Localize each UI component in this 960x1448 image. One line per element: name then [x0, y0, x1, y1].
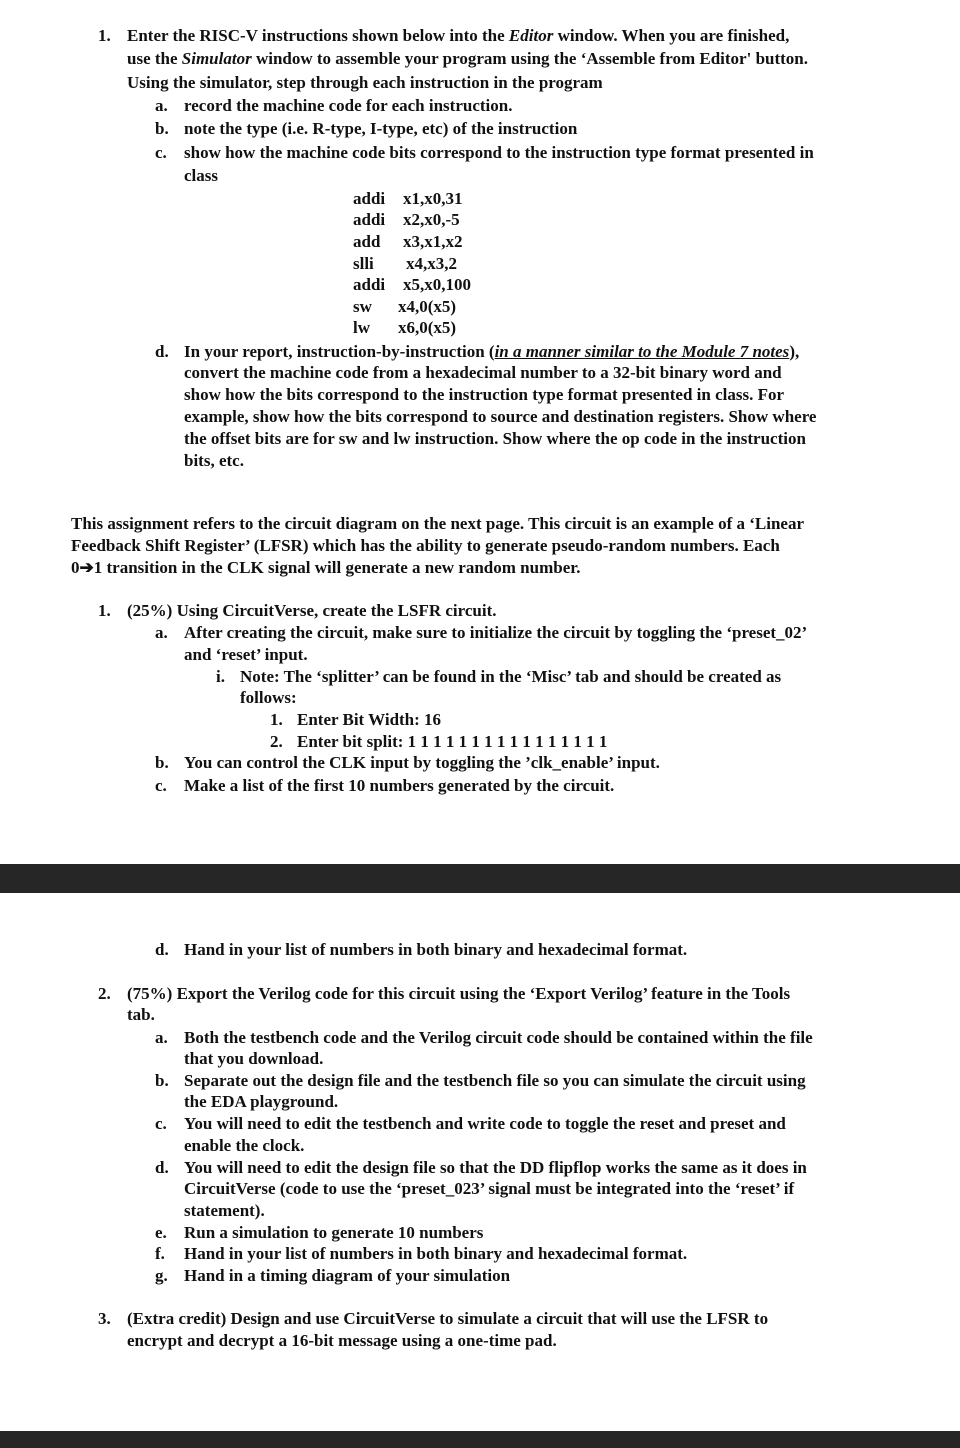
page-divider	[0, 864, 960, 893]
intro-line: This assignment refers to the circuit diagram on the next page. This circuit is an example of a ‘Linear	[71, 514, 805, 533]
item-label: a.	[155, 623, 168, 642]
item-label: i.	[216, 667, 225, 686]
part1-item-a-line: After creating the circuit, make sure to initialize the circuit by toggling the ‘preset_02’	[184, 623, 808, 642]
splitter-step: Enter Bit Width: 16	[297, 710, 442, 729]
riscv-line-2: use the Simulator window to assemble your program using the ‘Assemble from Editor' button.	[127, 49, 809, 68]
riscv-item-d-line: convert the machine code from a hexadecimal number to a 32-bit binary word and	[184, 363, 782, 382]
item-number: 3.	[98, 1309, 111, 1328]
item-label: b.	[155, 119, 169, 138]
part3-line: (Extra credit) Design and use CircuitVerse to simulate a circuit that will use the LFSR to	[127, 1309, 769, 1328]
part1-item-ai-line: follows:	[240, 688, 297, 707]
code-op: addi	[353, 189, 386, 208]
part2-item-line: CircuitVerse (code to use the ‘preset_023’ signal must be integrated into the ‘reset’ if	[184, 1179, 795, 1198]
riscv-item-d-line: the offset bits are for sw and lw instruction. Show where the op code in the instruction	[184, 429, 806, 448]
part2-item-line: Hand in a timing diagram of your simulation	[184, 1266, 511, 1285]
part2-item-line: You will need to edit the design file so that the DD flipflop works the same as it does in	[184, 1158, 807, 1177]
code-op: lw	[353, 318, 370, 337]
riscv-item-d-line: In your report, instruction-by-instruction (in a manner similar to the Module 7 notes),	[184, 342, 800, 361]
code-args: x1,x0,31	[403, 189, 463, 208]
item-label: f.	[155, 1244, 165, 1263]
part2-item-line: statement).	[184, 1201, 265, 1220]
riscv-item-d-line: bits, etc.	[184, 451, 244, 470]
item-label: 2.	[270, 732, 283, 751]
item-label: c.	[155, 1114, 167, 1133]
part2-item-line: Hand in your list of numbers in both binary and hexadecimal format.	[184, 1244, 688, 1263]
part2-item-line: the EDA playground.	[184, 1092, 339, 1111]
item-label: a.	[155, 1028, 168, 1047]
module-notes-link[interactable]: in a manner similar to the Module 7 notes	[494, 342, 790, 361]
part2-line: tab.	[127, 1005, 155, 1024]
part1-title: (25%) Using CircuitVerse, create the LSFR circuit.	[127, 601, 497, 620]
part2-item-line: Run a simulation to generate 10 numbers	[184, 1223, 484, 1242]
item-number: 1.	[98, 601, 111, 620]
code-args: x6,0(x5)	[398, 318, 457, 337]
code-args: x4,x3,2	[406, 254, 457, 273]
code-op: sw	[353, 297, 372, 316]
item-number: 1.	[98, 26, 111, 45]
part1-item-ai-line: Note: The ‘splitter’ can be found in the ‘Misc’ tab and should be created as	[240, 667, 782, 686]
part2-line: (75%) Export the Verilog code for this circuit using the ‘Export Verilog’ feature in the Tools	[127, 984, 791, 1003]
part3-line: encrypt and decrypt a 16-bit message using a one-time pad.	[127, 1331, 557, 1350]
code-args: x3,x1,x2	[403, 232, 463, 251]
item-label: e.	[155, 1223, 167, 1242]
code-op: addi	[353, 275, 386, 294]
item-label: b.	[155, 753, 169, 772]
item-label: c.	[155, 143, 167, 162]
part2-item-line: Separate out the design file and the testbench file so you can simulate the circuit using	[184, 1071, 806, 1090]
right-arrow-icon: ➔	[79, 558, 94, 577]
item-label: d.	[155, 342, 169, 361]
part2-item-line: Both the testbench code and the Verilog circuit code should be contained within the file	[184, 1028, 813, 1047]
part2-item-line: You will need to edit the testbench and write code to toggle the reset and preset and	[184, 1114, 786, 1133]
code-args: x2,x0,-5	[403, 210, 460, 229]
riscv-item-a: record the machine code for each instruction.	[184, 96, 513, 115]
riscv-item-c-line: show how the machine code bits correspond to the instruction type format presented in	[184, 143, 814, 162]
item-label: d.	[155, 1158, 169, 1177]
code-op: slli	[353, 254, 374, 273]
item-label: g.	[155, 1266, 168, 1285]
code-args: x5,x0,100	[403, 275, 471, 294]
riscv-item-b: note the type (i.e. R-type, I-type, etc) of the instruction	[184, 119, 578, 138]
code-args: x4,0(x5)	[398, 297, 457, 316]
part1-item-a-line: and ‘reset’ input.	[184, 645, 308, 664]
code-op: addi	[353, 210, 386, 229]
part1-item-b: You can control the CLK input by toggling the ’clk_enable’ input.	[184, 753, 660, 772]
item-label: d.	[155, 940, 169, 959]
part1-item-d: Hand in your list of numbers in both binary and hexadecimal format.	[184, 940, 688, 959]
riscv-item-d-line: example, show how the bits correspond to source and destination registers. Show where	[184, 407, 817, 426]
riscv-item-d-line: show how the bits correspond to the instruction type format presented in class. For	[184, 385, 785, 404]
intro-line: 0➔1 transition in the CLK signal will generate a new random number.	[71, 558, 581, 577]
code-op: add	[353, 232, 381, 251]
part2-item-line: enable the clock.	[184, 1136, 305, 1155]
item-number: 2.	[98, 984, 111, 1003]
item-label: b.	[155, 1071, 169, 1090]
part2-item-line: that you download.	[184, 1049, 324, 1068]
riscv-line-3: Using the simulator, step through each instruction in the program	[127, 73, 603, 92]
item-label: c.	[155, 776, 167, 795]
item-label: a.	[155, 96, 168, 115]
item-label: 1.	[270, 710, 283, 729]
riscv-line-1: Enter the RISC-V instructions shown below into the Editor window. When you are finished,	[127, 26, 790, 45]
riscv-item-c-line: class	[184, 166, 218, 185]
page-divider	[0, 1431, 960, 1448]
part1-item-c: Make a list of the first 10 numbers generated by the circuit.	[184, 776, 615, 795]
intro-line: Feedback Shift Register’ (LFSR) which has the ability to generate pseudo-random numbers. Each	[71, 536, 780, 555]
splitter-step: Enter bit split: 1 1 1 1 1 1 1 1 1 1 1 1 1 1 1 1	[297, 732, 608, 751]
